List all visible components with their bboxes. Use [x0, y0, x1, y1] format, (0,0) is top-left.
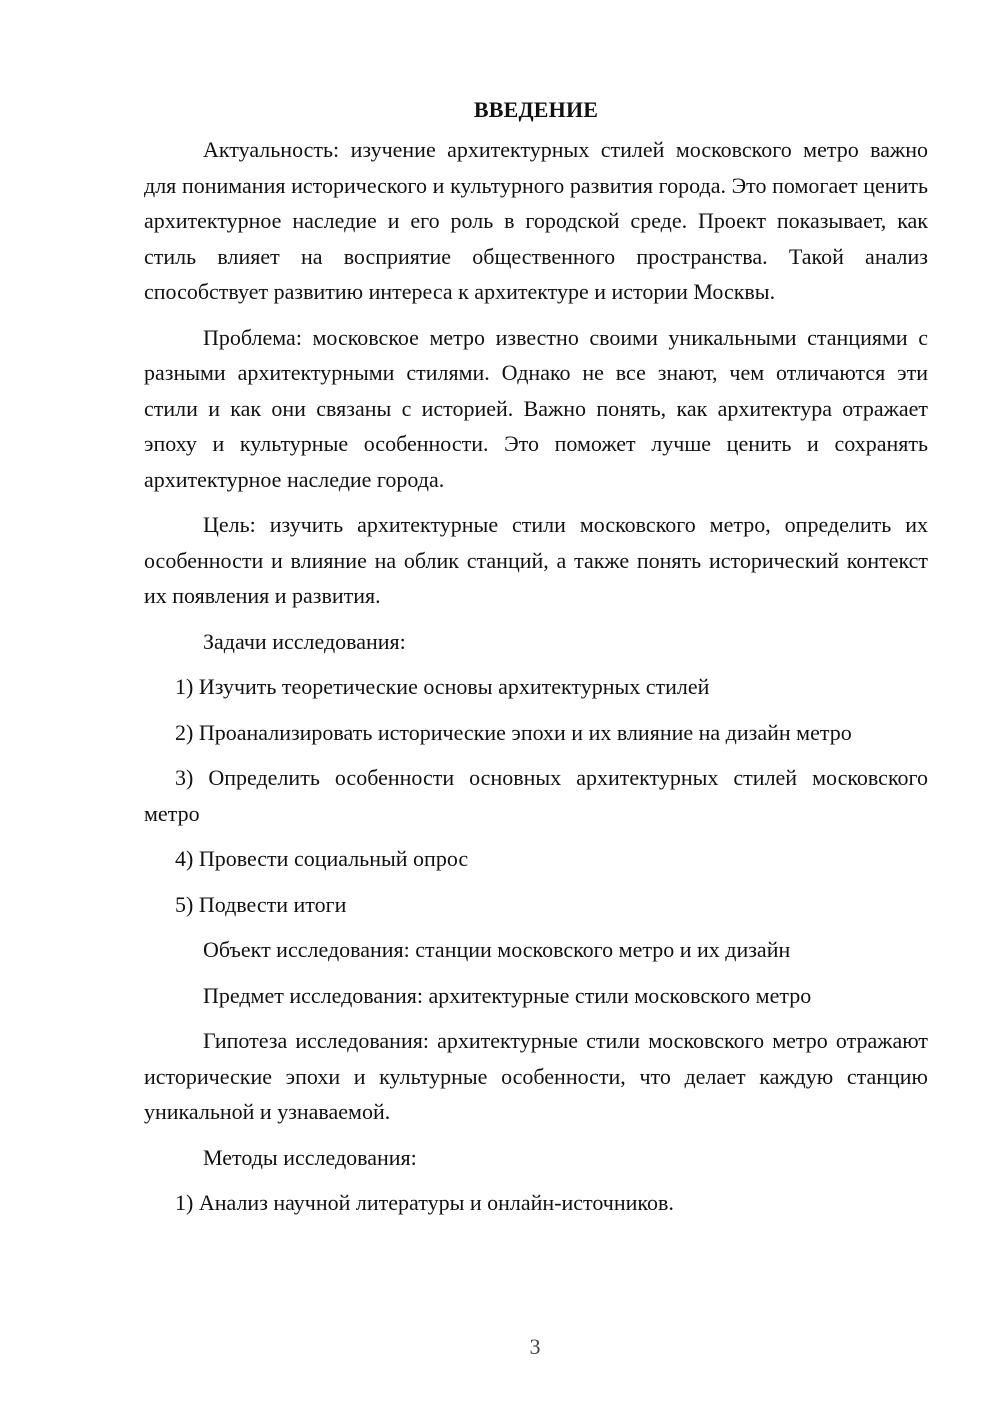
task-item: 2) Проанализировать исторические эпохи и их влияние на дизайн метро [175, 719, 852, 745]
section-heading: ВВЕДЕНИЕ [473, 97, 599, 122]
methods-title: Методы исследования: [203, 1144, 417, 1170]
task-item: 1) Изучить теоретические основы архитектурных стилей [175, 674, 710, 699]
goal-paragraph: Цель: изучить архитектурные стили московского метро, определить их особенности и влияние на облик станций, а также понять исторический контекст их появления и развития. [144, 512, 928, 608]
research-object: Объект исследования: станции московского метро и их дизайн [203, 937, 791, 962]
tasks-title: Задачи исследования: [203, 628, 406, 654]
hypothesis-paragraph: Гипотеза исследования: архитектурные стили московского метро отражают исторические эпохи и культурные особенности, что делает каждую станцию уникальной и узнаваемой. [144, 1028, 928, 1124]
task-item: 5) Подвести итоги [175, 891, 347, 917]
research-subject: Предмет исследования: архитектурные стили московского метро [203, 982, 812, 1008]
document-page [144, 92, 928, 1231]
task-item: 3) Определить особенности основных архитектурных стилей московского метро [144, 765, 928, 826]
relevance-paragraph: Актуальность: изучение архитектурных стилей московского метро важно для понимания исторического и культурного развития города. Это помогает ценить архитектурное наследие и его роль в городской среде. Проект показывает, как стиль влияет на восприятие общественного пространства. Такой анализ способствует развитию интереса к архитектуре и истории Москвы. [144, 137, 928, 304]
problem-paragraph: Проблема: московское метро известно своими уникальными станциями с разными архитектурными стилями. Однако не все знают, чем отличаются эти стили и как они связаны с историей. Важно понять, как архитектура отражает эпоху и культурные особенности. Это поможет лучше ценить и сохранять архитектурное наследие города. [144, 324, 928, 492]
page-number: 3 [529, 1334, 541, 1359]
task-item: 4) Провести социальный опрос [175, 846, 469, 871]
method-item: 1) Анализ научной литературы и онлайн-источников. [175, 1190, 674, 1215]
